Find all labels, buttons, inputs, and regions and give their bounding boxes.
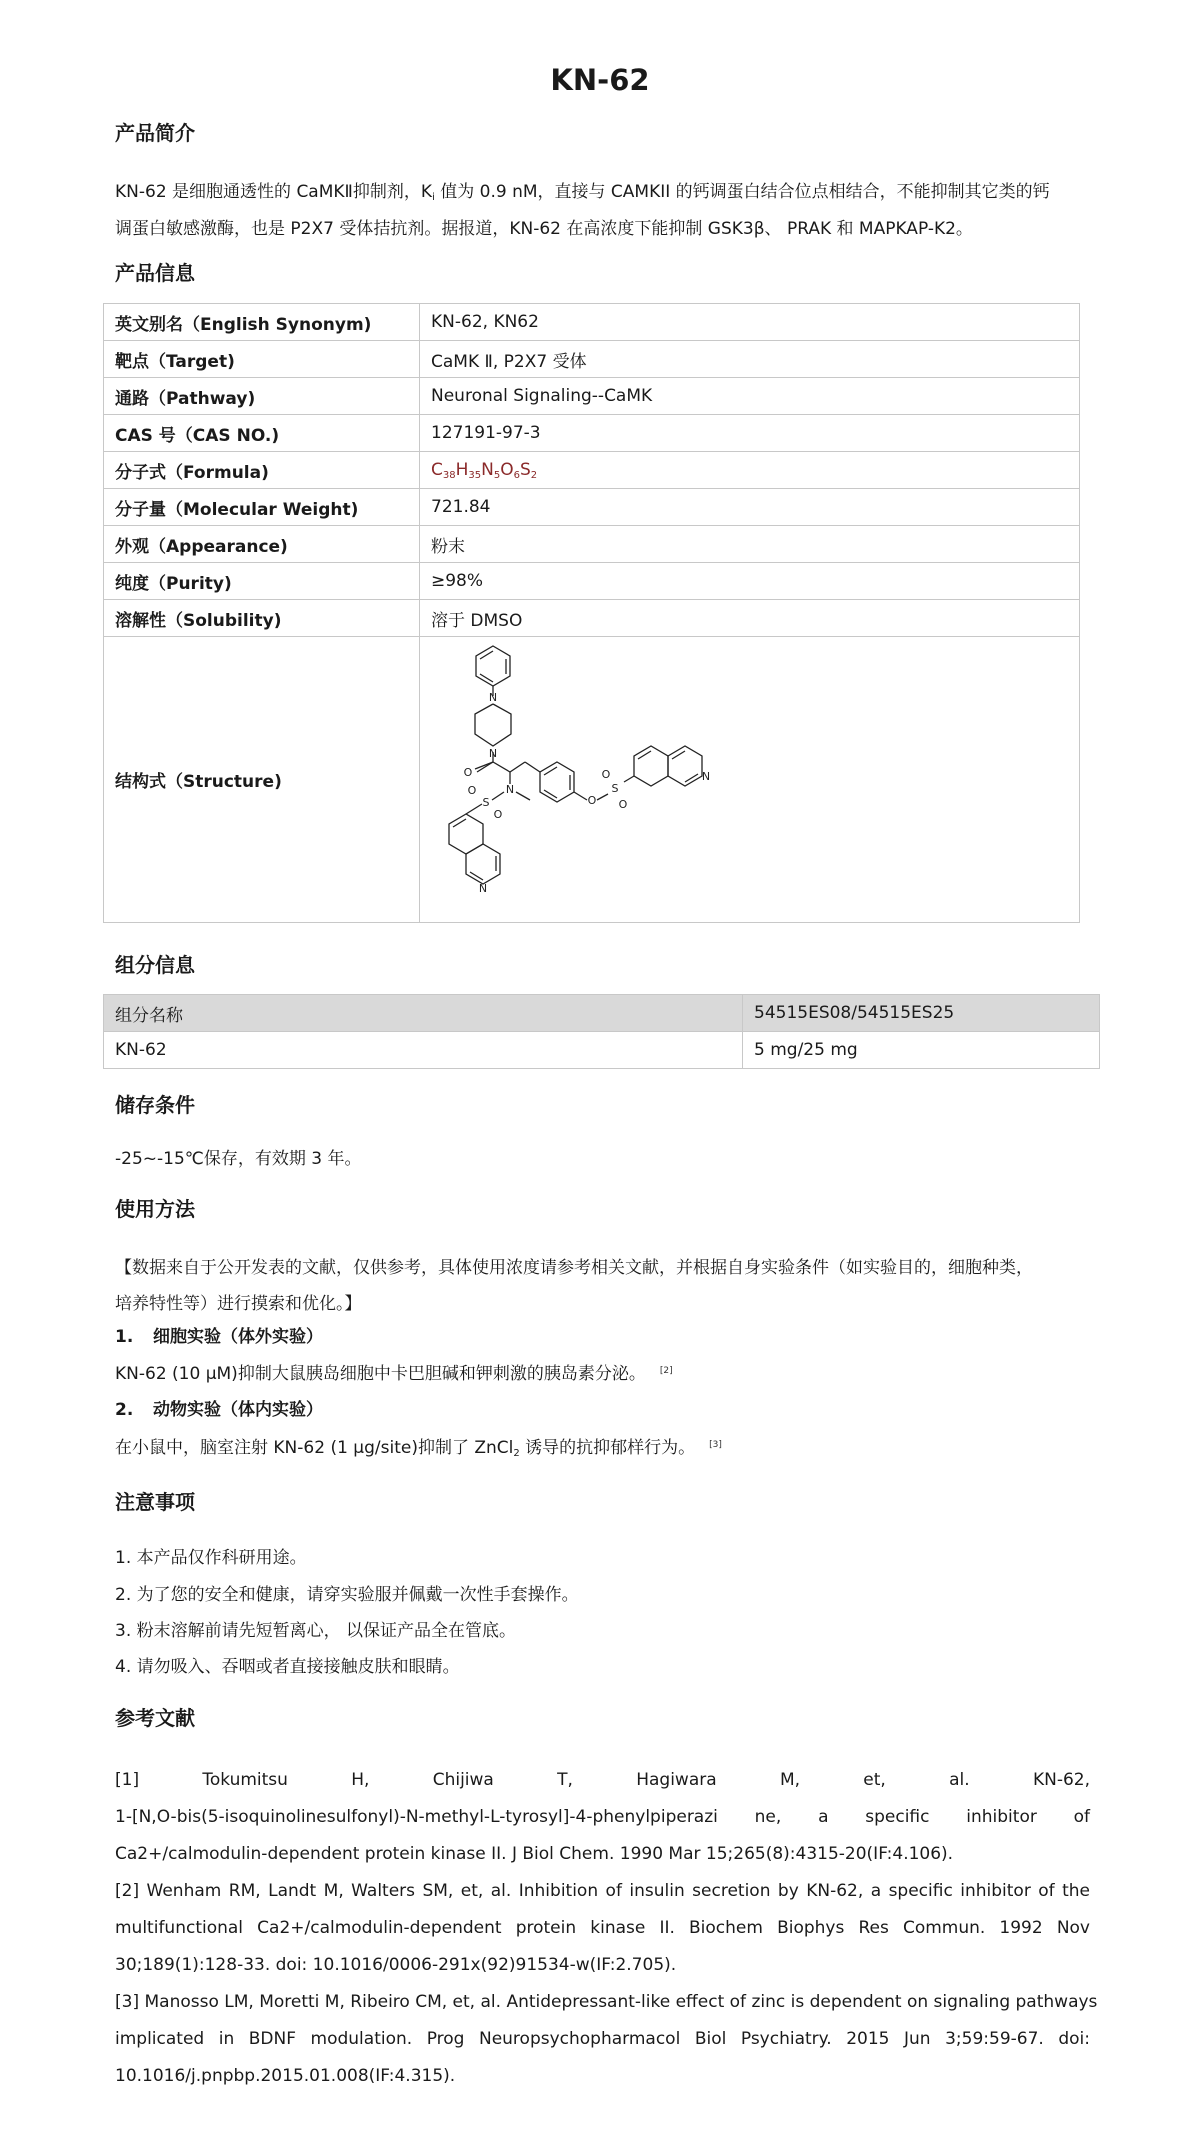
atom-label: O: [463, 766, 473, 779]
phenyl-ring: [476, 646, 510, 686]
reference-3-line-1: [3] Manosso LM, Moretti M, Ribeiro CM, et, al. Antidepressant-like effect of zinc is dependent on signaling pathways: [115, 1992, 1098, 2012]
info-key: 纯度（Purity): [104, 563, 420, 600]
note-item: 2. 为了您的安全和健康，请穿实验服并佩戴一次性手套操作。: [115, 1585, 579, 1605]
isoquinoline-ring-right: [634, 746, 668, 786]
info-key: 分子量（Molecular Weight): [104, 489, 420, 526]
component-amount: 5 mg/25 mg: [743, 1032, 1100, 1069]
usage-heading: 使用方法: [115, 1197, 195, 1221]
info-key: 溶解性（Solubility): [104, 600, 420, 637]
atom-label: O: [493, 808, 503, 821]
atom-label: S: [482, 796, 490, 809]
cell-experiment-text: KN-62 (10 μM)抑制大鼠胰岛细胞中卡巴胆碱和钾刺激的胰岛素分泌。 [2]: [115, 1364, 673, 1384]
info-row: [104, 341, 1080, 378]
reference-2-line-2: multifunctional Ca2+/calmodulin-dependent protein kinase II. Biochem Biophys Res Commun. 1992 Nov: [115, 1918, 1090, 1938]
components-header-spec: 54515ES08/54515ES25: [743, 995, 1100, 1032]
reference-1-line-1: [1] Tokumitsu H, Chijiwa T, Hagiwara M, et, al. KN-62,: [115, 1770, 1090, 1790]
info-value: 721.84: [420, 489, 1080, 526]
formula-value: $C_{38}H_{35}N_5O_6S_2$: [420, 452, 1080, 489]
info-value: KN-62, KN62: [420, 304, 1080, 341]
atom-label: O: [618, 798, 628, 811]
intro-line-2: 调蛋白敏感激酶，也是 P2X7 受体拮抗剂。据报道，KN-62 在高浓度下能抑制 GSK3β、 PRAK 和 MAPKAP-K2。: [115, 219, 973, 239]
structure-image: [420, 638, 740, 921]
info-key: 靶点（Target): [104, 341, 420, 378]
piperazine-ring: [475, 704, 511, 746]
intro-line-1: KN-62 是细胞通透性的 CaMKⅡ抑制剂，$K_i$ 值为 0.9 nM，直接与 CAMKII 的钙调蛋白结合位点相结合，不能抑制其它类的钙: [115, 182, 1050, 203]
info-heading: 产品信息: [115, 261, 195, 285]
citation-ref[interactable]: [3]: [709, 1440, 722, 1450]
references-heading: 参考文献: [115, 1706, 195, 1730]
atom-label: O: [587, 794, 597, 807]
reference-2-line-1: [2] Wenham RM, Landt M, Walters SM, et, al. Inhibition of insulin secretion by KN-62, a specific inhibitor of the: [115, 1881, 1090, 1901]
structure-key: 结构式（Structure): [104, 637, 420, 923]
reference-3-line-3: 10.1016/j.pnpbp.2015.01.008(IF:4.315).: [115, 2066, 456, 2086]
intro-paragraph: [115, 174, 1090, 248]
info-key: CAS 号（CAS NO.): [104, 415, 420, 452]
usage-note-line-2: 培养特性等）进行摸索和优化。】: [115, 1294, 362, 1314]
info-value: Neuronal Signaling--CaMK: [420, 378, 1080, 415]
atom-label: O: [467, 784, 477, 797]
info-value: 溶于 DMSO: [420, 600, 1080, 637]
info-row: [104, 452, 1080, 489]
note-item: 4. 请勿吸入、吞咽或者直接接触皮肤和眼睛。: [115, 1657, 460, 1677]
atom-label: N: [478, 882, 488, 895]
reference-1-line-3: Ca2+/calmodulin-dependent protein kinase II. J Biol Chem. 1990 Mar 15;265(8):4315-20(IF:4.106).: [115, 1844, 954, 1864]
reference-3-line-2: implicated in BDNF modulation. Prog Neuropsychopharmacol Biol Psychiatry. 2015 Jun 3;59:59-67. doi:: [115, 2029, 1090, 2049]
page-title: KN-62: [550, 63, 650, 97]
storage-text: -25~-15℃保存，有效期 3 年。: [115, 1149, 362, 1169]
benzene-ring: [540, 762, 574, 802]
storage-heading: 储存条件: [115, 1093, 195, 1117]
info-row: [104, 378, 1080, 415]
atom-label: N: [701, 770, 711, 783]
components-header-name: 组分名称: [104, 995, 743, 1032]
notes-heading: 注意事项: [115, 1490, 195, 1514]
structure-row: [104, 637, 1080, 923]
info-key: 外观（Appearance): [104, 526, 420, 563]
info-value: 127191-97-3: [420, 415, 1080, 452]
info-row: [104, 563, 1080, 600]
info-value: ≥98%: [420, 563, 1080, 600]
info-key: 分子式（Formula): [104, 452, 420, 489]
component-name: KN-62: [104, 1032, 743, 1069]
info-row: [104, 526, 1080, 563]
info-row: [104, 304, 1080, 341]
note-item: 3. 粉末溶解前请先短暂离心， 以保证产品全在管底。: [115, 1621, 517, 1641]
info-row: [104, 489, 1080, 526]
note-item: 1. 本产品仅作科研用途。: [115, 1548, 307, 1568]
reference-1-line-2: 1-[N,O-bis(5-isoquinolinesulfonyl)-N-methyl-L-tyrosyl]-4-phenylpiperazi ne, a specific inhibitor of: [115, 1807, 1090, 1827]
animal-experiment-heading: 2. 动物实验（体内实验）: [115, 1400, 323, 1420]
components-heading: 组分信息: [115, 953, 195, 977]
atom-label: S: [611, 782, 619, 795]
cell-experiment-heading: 1. 细胞实验（体外实验）: [115, 1327, 323, 1347]
info-key: 通路（Pathway): [104, 378, 420, 415]
product-info-table: [103, 303, 1080, 923]
usage-note-line-1: 【数据来自于公开发表的文献，仅供参考，具体使用浓度请参考相关文献，并根据自身实验条件（如实验目的，细胞种类，: [115, 1258, 1033, 1278]
isoquinoline-ring-left: [449, 814, 483, 854]
info-value: CaMK Ⅱ, P2X7 受体: [420, 341, 1080, 378]
info-value: 粉末: [420, 526, 1080, 563]
intro-heading: 产品简介: [115, 121, 195, 145]
reference-2-line-3: 30;189(1):128-33. doi: 10.1016/0006-291x(92)91534-w(IF:2.705).: [115, 1955, 677, 1975]
info-key: 英文别名（English Synonym): [104, 304, 420, 341]
animal-experiment-text: 在小鼠中，脑室注射 KN-62 (1 μg/site)抑制了 ZnCl$_2$ 诱导的抗抑郁样行为。 [3]: [115, 1438, 722, 1459]
atom-label: N: [488, 691, 498, 704]
atom-label: N: [505, 783, 515, 796]
structure-cell: [420, 637, 1080, 923]
citation-ref[interactable]: [2]: [659, 1366, 673, 1376]
atom-label: O: [601, 768, 611, 781]
atom-label: N: [488, 747, 498, 760]
components-header-row: [104, 995, 1100, 1032]
info-row: [104, 415, 1080, 452]
components-row: [104, 1032, 1100, 1069]
components-table: [103, 994, 1100, 1069]
info-row: [104, 600, 1080, 637]
